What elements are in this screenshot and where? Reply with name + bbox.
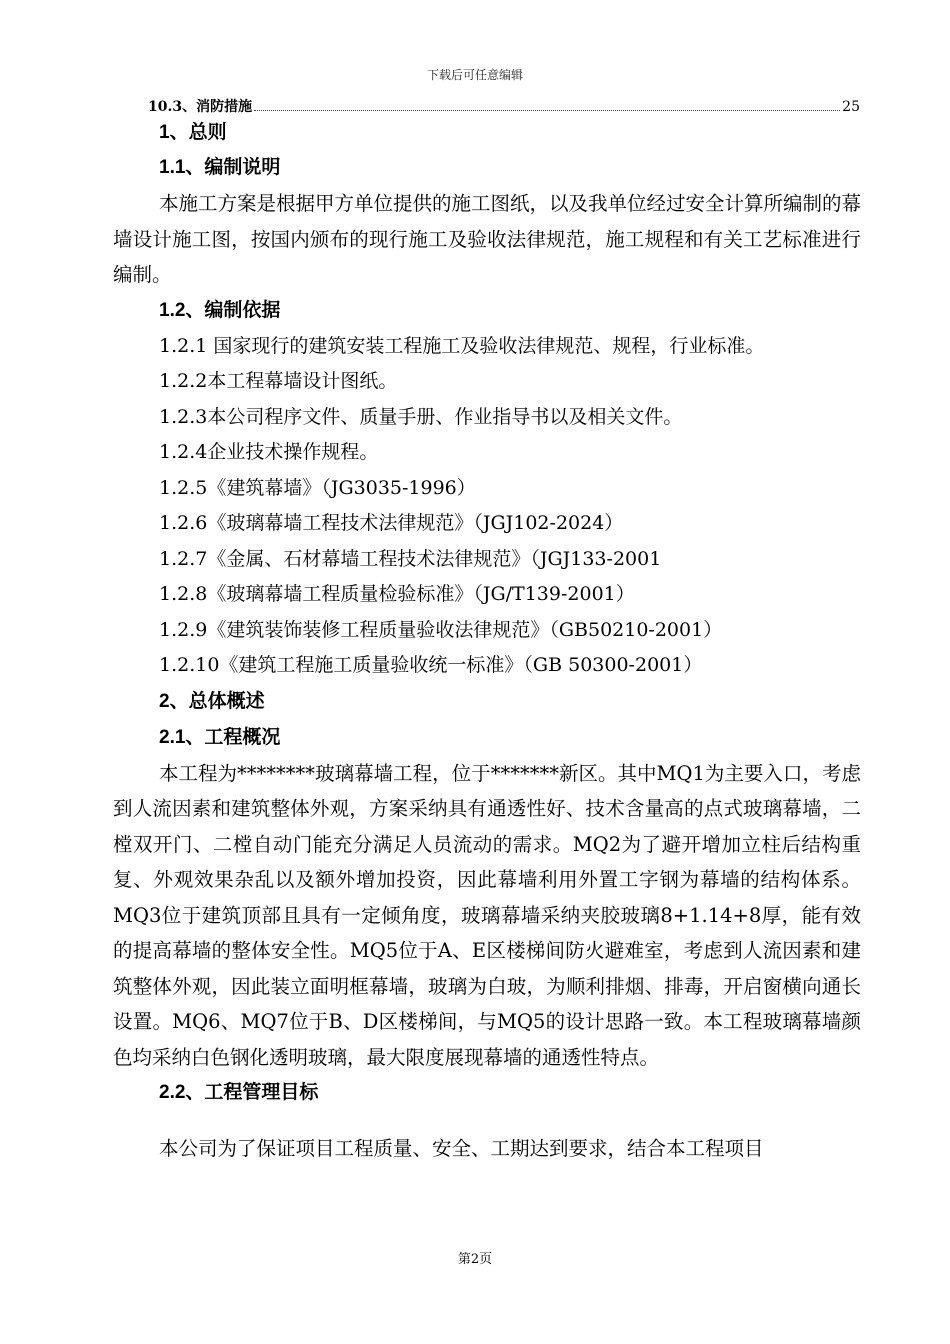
basis-item: 1.2.2本工程幕墙设计图纸。 xyxy=(159,370,398,392)
basis-item: 1.2.5《建筑幕墙》（JG3035-1996） xyxy=(159,476,476,499)
basis-item: 1.2.10《建筑工程施工质量验收统一标准》（GB 50300-2001） xyxy=(159,654,703,676)
heading-1-2: 1.2、编制依据 xyxy=(159,299,281,321)
basis-item: 1.2.8《玻璃幕墙工程质量检验标准》（JG/T139-2001） xyxy=(159,583,635,605)
basis-item: 1.2.6《玻璃幕墙工程技术法律规范》（JGJ102-2024） xyxy=(159,512,624,534)
heading-1-1: 1.1、编制说明 xyxy=(159,157,281,178)
heading-1: 1、总则 xyxy=(159,122,227,143)
basis-item: 1.2.9《建筑装饰装修工程质量验收法律规范》（GB50210-2001） xyxy=(159,618,723,641)
page-footer: 第2页 xyxy=(457,1252,493,1267)
page-header: 下载后可任意编辑 xyxy=(426,68,523,82)
document-body xyxy=(113,116,861,1167)
heading-2-2: 2.2、工程管理目标 xyxy=(159,1082,319,1103)
basis-item: 1.2.4企业技术操作规程。 xyxy=(159,441,379,463)
toc-leader xyxy=(254,110,840,111)
basis-item: 1.2.1 国家现行的建筑安装工程施工及验收法律规范、规程，行业标准。 xyxy=(159,334,765,357)
heading-2: 2、总体概述 xyxy=(159,690,265,712)
heading-2-1: 2.1、工程概况 xyxy=(159,726,281,748)
basis-item: 1.2.3本公司程序文件、质量手册、作业指导书以及相关文件。 xyxy=(159,405,683,428)
toc-page-number: 25 xyxy=(842,99,860,115)
basis-item: 1.2.7《金属、石材幕墙工程技术法律规范》（JGJ133-2001 xyxy=(159,547,662,570)
paragraph-project-overview: 本工程为********玻璃幕墙工程，位于*******新区。其中MQ1为主要入口，考虑到人流因素和建筑整体外观，方案采纳具有通透性好、技术含量高的点式玻璃幕墙，二樘双开门、二樘自动门能充分满足人员流动的需求。MQ2为了避开增加立柱后结构重复、外观效果杂乱以及额外增加投资，因此幕墙利用外置工字钢为幕墙的结构体系。MQ3位于建筑顶部且具有一定倾角度，玻璃幕墙采纳夹胶玻璃8+1.14+8厚，能有效的提高幕墙的整体安全性。MQ5位于A、E区楼梯间防火避难室，考虑到人流因素和建筑整体外观，因此装立面明框幕墙，玻璃为白玻，为顺利排烟、排毒，开启窗横向通长设置。MQ6、MQ7位于B、D区楼梯间，与MQ5的设计思路一致。本工程玻璃幕墙颜色均采纳白色钢化透明玻璃，最大限度展现幕墙的通透性特点。 xyxy=(113,761,861,1069)
paragraph-compilation-notes: 本施工方案是根据甲方单位提供的施工图纸，以及我单位经过安全计算所编制的幕墙设计施工图，按国内颁布的现行施工及验收法律规范，施工规程和有关工艺标准进行编制。 xyxy=(113,192,862,286)
toc-entry[interactable] xyxy=(148,96,860,116)
toc-title: 10.3、消防措施 xyxy=(148,99,253,115)
paragraph-management-goals: 本公司为了保证项目工程质量、安全、工期达到要求，结合本工程项目 xyxy=(159,1137,764,1160)
